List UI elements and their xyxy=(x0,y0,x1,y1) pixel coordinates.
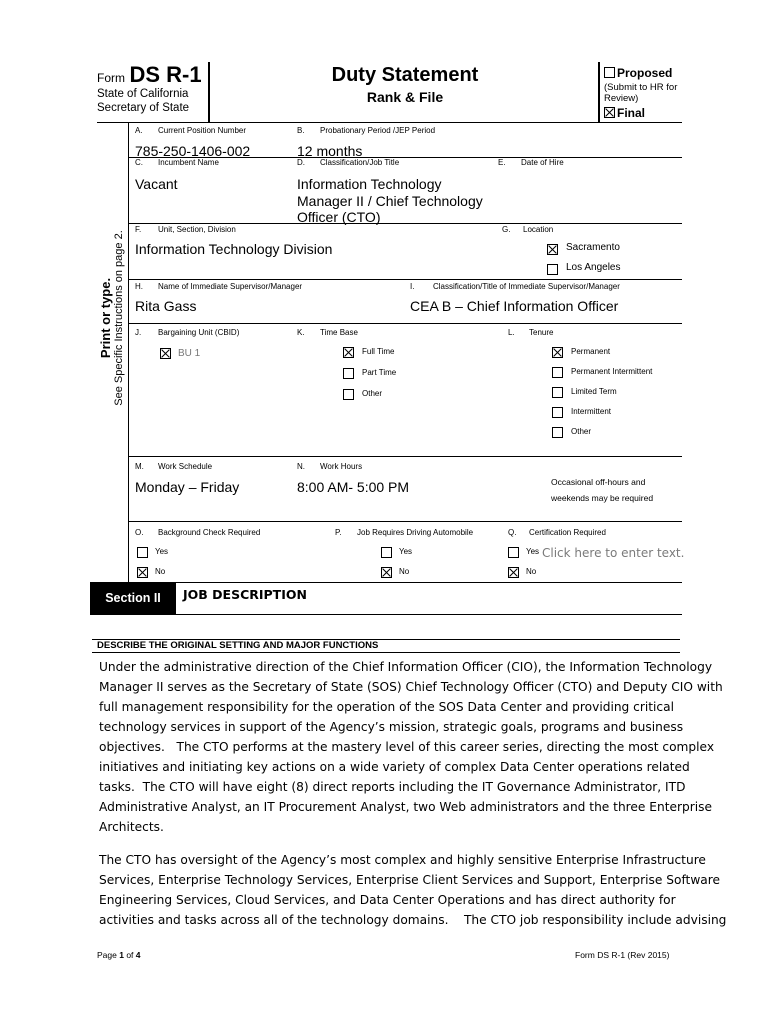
incumbent-name-value[interactable]: Vacant xyxy=(135,176,178,192)
location-sacramento-checkbox[interactable] xyxy=(547,244,558,255)
field-f-letter: F. xyxy=(135,225,142,234)
status-divider xyxy=(598,62,600,122)
final-label: Final xyxy=(617,106,646,120)
major-functions-paragraph-1 xyxy=(99,657,723,837)
field-k-label: Time Base xyxy=(320,328,358,337)
classification-line-2: Manager II / Chief Technology xyxy=(297,192,483,209)
classification-line-1: Information Technology xyxy=(297,176,442,192)
form-revision: Form DS R-1 (Rev 2015) xyxy=(575,950,670,960)
field-c-label: Incumbent Name xyxy=(158,158,219,167)
field-k-letter: K. xyxy=(297,328,305,337)
certification-no-label: No xyxy=(526,567,537,576)
certification-text-entry[interactable]: Click here to enter text. xyxy=(542,546,685,560)
paragraph-line: Services, Enterprise Technology Services, Enterprise Client Services and Support, Enterprise Software xyxy=(99,873,721,887)
time-base-full-time-label: Full Time xyxy=(362,347,395,356)
paragraph-line: Manager II serves as the Secretary of State (SOS) Chief Technology Officer (CTO) and Deputy CIO with xyxy=(99,680,723,694)
time-base-other-label: Other xyxy=(362,389,383,398)
row-rule xyxy=(128,521,682,522)
background-check-yes-label: Yes xyxy=(155,547,169,556)
classification-line-3: Officer (CTO) xyxy=(297,209,381,225)
field-d-letter: D. xyxy=(297,158,305,167)
field-q-label: Certification Required xyxy=(529,528,606,537)
major-functions-heading: DESCRIBE THE ORIGINAL SETTING AND MAJOR FUNCTIONS xyxy=(97,640,379,651)
field-a-label: Current Position Number xyxy=(158,126,247,135)
field-j-label: Bargaining Unit (CBID) xyxy=(158,328,240,337)
field-j-letter: J. xyxy=(135,328,142,337)
field-l-letter: L. xyxy=(508,328,515,337)
certification-yes-label: Yes xyxy=(526,547,540,556)
page-prefix: Page xyxy=(97,950,120,960)
form-word: Form xyxy=(97,71,125,85)
tenure-other-label: Other xyxy=(571,427,592,436)
probationary-period-value[interactable]: 12 months xyxy=(297,143,363,159)
field-n-letter: N. xyxy=(297,462,305,471)
field-m-letter: M. xyxy=(135,462,144,471)
field-i-label: Classification/Title of Immediate Supervisor/Manager xyxy=(433,282,620,291)
field-e-label: Date of Hire xyxy=(521,158,564,167)
work-hours-value[interactable]: 8:00 AM- 5:00 PM xyxy=(297,479,410,495)
work-hours-note-line-2: weekends may be required xyxy=(551,493,654,503)
paragraph-line: technology services in support of the Agency’s mission, strategic goals, programs and business xyxy=(99,720,684,734)
paragraph-line: tasks. The CTO will have eight (8) direct reports including the IT Governance Administrator, ITD xyxy=(99,780,686,794)
unit-section-division-value[interactable]: Information Technology Division xyxy=(135,241,333,257)
position-number-value[interactable]: 785-250-1406-002 xyxy=(135,143,251,159)
field-o-label: Background Check Required xyxy=(158,528,261,537)
paragraph-line: full management responsibility for the operation of the SOS Data Center and providing critical xyxy=(99,700,674,714)
heading-rule-bottom xyxy=(92,652,680,653)
tenure-limited-term-label: Limited Term xyxy=(571,387,617,396)
field-p-label: Job Requires Driving Automobile xyxy=(357,528,474,537)
document-subtitle: Rank & File xyxy=(366,89,444,105)
driving-no-label: No xyxy=(399,567,410,576)
side-note-line-2: See Specific Instructions on page 2. xyxy=(113,230,125,406)
final-checkbox[interactable] xyxy=(604,107,615,118)
row-rule xyxy=(128,223,682,224)
tenure-permanent-intermittent-label: Permanent Intermittent xyxy=(571,367,653,376)
location-los-angeles-checkbox[interactable] xyxy=(547,264,558,275)
field-g-label: Location xyxy=(523,225,554,234)
tenure-intermittent-checkbox[interactable] xyxy=(552,407,563,418)
work-hours-note-line-1: Occasional off-hours and xyxy=(551,477,646,487)
section-ii-title: JOB DESCRIPTION xyxy=(183,587,307,602)
field-q-letter: Q. xyxy=(508,528,517,537)
tenure-permanent-label: Permanent xyxy=(571,347,611,356)
header-rule xyxy=(97,122,682,123)
paragraph-line: activities and tasks across all of the technology domains. The CTO job responsibility include advising xyxy=(99,913,727,927)
time-base-part-time-label: Part Time xyxy=(362,368,397,377)
field-c-letter: C. xyxy=(135,158,143,167)
field-i-letter: I. xyxy=(410,282,415,291)
page-number xyxy=(97,950,141,960)
org-line-1: State of California xyxy=(97,88,189,100)
page-current: 1 xyxy=(119,950,124,960)
paragraph-line: The CTO has oversight of the Agency’s most complex and highly sensitive Enterprise Infrastructure xyxy=(99,853,706,867)
bargaining-unit-value: BU 1 xyxy=(178,348,201,359)
background-check-no-checkbox[interactable] xyxy=(137,567,148,578)
document-title: Duty Statement xyxy=(331,64,479,86)
row-rule xyxy=(128,456,682,457)
proposed-checkbox[interactable] xyxy=(604,67,615,78)
proposed-label: Proposed xyxy=(617,66,673,80)
background-check-yes-checkbox[interactable] xyxy=(137,547,148,558)
field-g-letter: G. xyxy=(502,225,511,234)
section-ii-tag-text: Section II xyxy=(105,591,161,605)
side-note xyxy=(98,218,132,418)
tenure-permanent-intermittent-checkbox[interactable] xyxy=(552,367,563,378)
paragraph-line: initiatives and initiating key actions on a wide variety of complex Data Center operations related xyxy=(99,760,690,774)
row-rule xyxy=(128,323,682,324)
header-divider xyxy=(208,62,210,122)
paragraph-line: objectives. The CTO performs at the mastery level of this career series, directing the most complex xyxy=(99,740,715,754)
tenure-limited-term-checkbox[interactable] xyxy=(552,387,563,398)
time-base-part-time-checkbox[interactable] xyxy=(343,368,354,379)
field-h-label: Name of Immediate Supervisor/Manager xyxy=(158,282,303,291)
field-d-label: Classification/Job Title xyxy=(320,158,400,167)
row-rule xyxy=(128,279,682,280)
field-m-label: Work Schedule xyxy=(158,462,213,471)
field-b-label: Probationary Period /JEP Period xyxy=(320,126,436,135)
work-schedule-value[interactable]: Monday – Friday xyxy=(135,479,240,495)
background-check-no-label: No xyxy=(155,567,166,576)
driving-yes-label: Yes xyxy=(399,547,413,556)
field-o-letter: O. xyxy=(135,528,144,537)
tenure-permanent-checkbox[interactable] xyxy=(552,347,563,358)
section-ii-tag xyxy=(90,582,176,614)
classification-title-value[interactable] xyxy=(297,176,483,226)
field-e-letter: E. xyxy=(498,158,506,167)
time-base-other-checkbox[interactable] xyxy=(343,389,354,400)
supervisor-name-value[interactable]: Rita Gass xyxy=(135,298,197,314)
side-note-line-1: Print or type. xyxy=(98,277,113,359)
tenure-other-checkbox[interactable] xyxy=(552,427,563,438)
field-a-letter: A. xyxy=(135,126,143,135)
field-f-label: Unit, Section, Division xyxy=(158,225,236,234)
form-code: DS R-1 xyxy=(129,62,202,87)
field-n-label: Work Hours xyxy=(320,462,363,471)
proposed-note: (Submit to HR for Review) xyxy=(604,82,678,104)
time-base-full-time-checkbox[interactable] xyxy=(343,347,354,358)
field-l-label: Tenure xyxy=(529,328,554,337)
org-line-2: Secretary of State xyxy=(97,102,190,114)
tenure-intermittent-label: Intermittent xyxy=(571,407,612,416)
certification-no-checkbox[interactable] xyxy=(508,567,519,578)
section-rule xyxy=(90,582,682,583)
location-los-angeles-label: Los Angeles xyxy=(566,262,621,273)
page-of: of xyxy=(123,950,136,960)
paragraph-line: Engineering Services, Cloud Services, and Data Center Operations and has direct authority for xyxy=(99,893,676,907)
supervisor-classification-value[interactable]: CEA B – Chief Information Officer xyxy=(410,298,619,314)
form-left-border xyxy=(128,122,129,582)
major-functions-paragraph-2 xyxy=(99,850,726,930)
bargaining-unit-checkbox[interactable] xyxy=(160,348,171,359)
paragraph-line: Architects. xyxy=(99,820,164,834)
field-h-letter: H. xyxy=(135,282,143,291)
page-total: 4 xyxy=(135,950,141,960)
location-sacramento-label: Sacramento xyxy=(566,242,620,253)
paragraph-line: Administrative Analyst, an IT Procurement Analyst, two Web administrators and the three Enterprise xyxy=(99,800,712,814)
field-p-letter: P. xyxy=(335,528,342,537)
certification-yes-checkbox[interactable] xyxy=(508,547,519,558)
driving-no-checkbox[interactable] xyxy=(381,567,392,578)
form-id-block xyxy=(97,62,202,88)
field-b-letter: B. xyxy=(297,126,305,135)
section-rule xyxy=(90,614,682,615)
paragraph-line: Under the administrative direction of the Chief Information Officer (CIO), the Information Technology xyxy=(99,660,713,674)
driving-yes-checkbox[interactable] xyxy=(381,547,392,558)
